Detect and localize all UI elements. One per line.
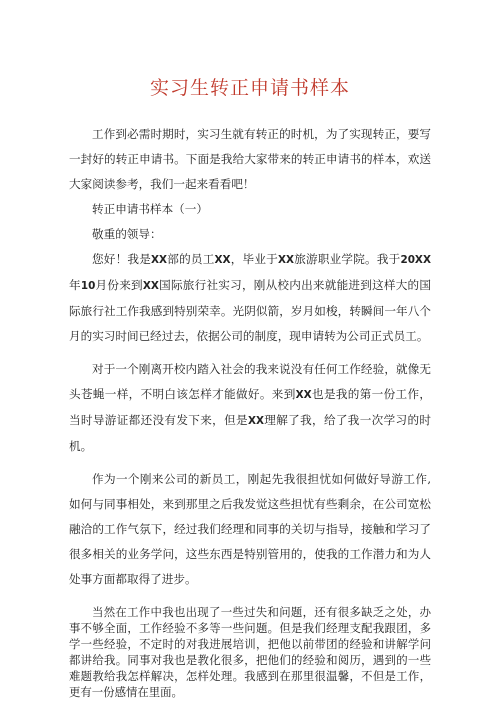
paragraph-1-text-3: ，毕业于 [230,252,278,266]
paragraph-1-text-4: 旅游职业学院。我于 [294,252,401,266]
paragraph-2 [69,357,431,459]
paragraph-1-text-2: 部的员工 [167,252,215,266]
section-heading: 转正申请书样本（一） [92,202,208,216]
paragraph-3: 作为一个刚来公司的新员工，刚起先我很担忧如何做好导游工作,如何与同事相处，来到那里之后我发觉这些担忧有些剩余，在公司宽松融洽的工作气氛下，经过我们经理和同事的关切与指导，接触和学习了很多相关的业务学问，这些东西是特别管用的，使我的工作潜力和为人处事方面都取得了进步。 [69,472,431,586]
paragraph-2-placeholder-1: XX [295,389,312,401]
greeting: 敬重的领导： [92,227,162,241]
paragraph-1-month: 10 [80,280,96,292]
document-title: 实习生转正申请书样本 [149,77,350,99]
document-body [69,122,431,700]
intro-paragraph: 工作到必需时期时，实习生就有转正的时机，为了实现转正，要写一封好的转正申请书。下面是我给大家带来的转正申请书的样本，欢送大家阅读参考，我们一起来看看吧！ [69,127,431,191]
paragraph-2-text-3: 理解了我，给了我一次学习的时机。 [69,413,431,453]
paragraph-1 [69,247,431,349]
paragraph-1-placeholder-3: XX [277,254,294,266]
paragraph-2-placeholder-2: XX [247,415,264,427]
paragraph-1-text-5: 年 [69,278,81,292]
paragraph-1-year: 20XX [400,254,431,266]
paragraph-1-text-1: 您好！我是 [92,252,152,266]
paragraph-2-text-2: 也是我的第一份工作，当时导游证都还没有发下来，但是 [69,387,431,427]
paragraph-1-placeholder-1: XX [151,254,168,266]
paragraph-1-text-7: 国际旅行社实习，刚从校内出来就能进到这样大的国际旅行社工作我感到特别荣幸。光阴似箭，岁月如梭，转瞬间一年八个月的实习时间已经过去，依据公司的制度，现申请转为公司正式员工。 [69,278,431,343]
paragraph-2-text-1: 对于一个刚离开校内踏入社会的我来说没有任何工作经验，就像无头苍蝇一样，不明白该怎样才能做好。来到 [69,362,431,401]
paragraph-1-placeholder-4: XX [142,280,159,292]
paragraph-1-text-6: 月份来到 [95,278,143,292]
paragraph-1-placeholder-2: XX [214,254,231,266]
paragraph-4: 当然在工作中我也出现了一些过失和问题，还有很多缺乏之处，办事不够全面，工作经验不多等一些问题。但是我们经理支配我跟团，多学一些经验，不定时的对我进展培训，把他以前带团的经验和讲解学问都讲给我。同事对我也是教化很多，把他们的经验和阅历，遇到的一些难题教给我怎样解决，怎样处理。我感到在那里很温馨，不但是工作，更有一份感情在里面。 [69,605,431,699]
